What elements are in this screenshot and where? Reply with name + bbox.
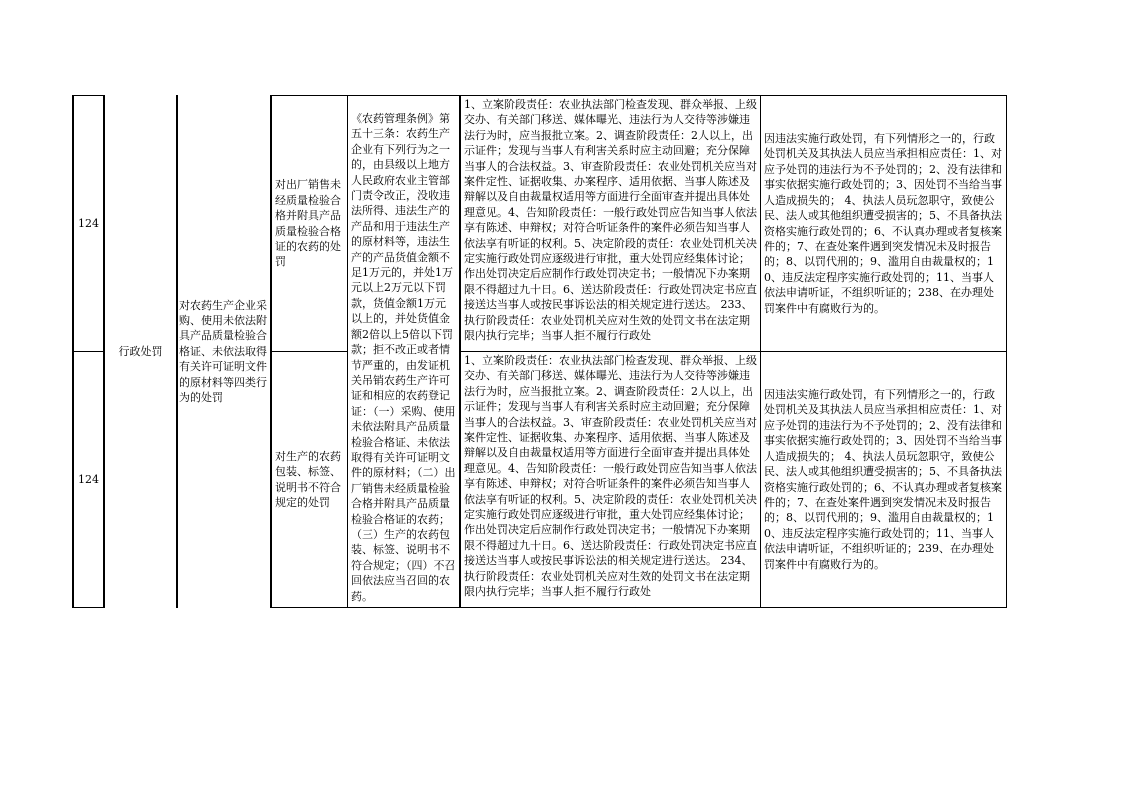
item-name-cell [273,352,346,607]
accountability-text: 因违法实施行政处罚，有下列情形之一的，行政处罚机关及其执法人员应当承担相应责任：1、对应予处罚的违法行为不予处罚的；2、没有法律和事实依据实施行政处罚的；3、因处罚不当给当事人造成损失的； 4、执法人员玩忽职守，致使公民、法人或其他组织遭受损害的；5、不具备执法资格实施行政处罚的；6、不认真办理或者复核案件的；7、在查处案件遇到突发情况未及时报告的；8、以罚代刑的；9、滥用自由裁量权的；10、违反法定程序实施行政处罚的；11、当事人依法申请听证，不组织听证的；239、在办理处罚案件中有腐败行为的。 [764,388,1002,571]
col-border [760,95,761,608]
accountability-cell [762,96,1006,351]
accountability-cell [762,352,1006,607]
parent-item-cell [178,96,270,607]
duties-text: 1、立案阶段责任：农业执法部门检查发现、群众举报、上级交办、有关部门移送、媒体曝光、违法行为人交待等涉嫌违法行为时，应当报批立案。2、调查阶段责任：2人以上，出示证件；发现与当事人有利害关系时应主动回避；充分保障当事人的合法权益。3、审查阶段责任：农业处罚机关应当对案件定性、证据收集、办案程序、适用依据、当事人陈述及辩解以及自由裁量权适用等方面进行全面审查并提出具体处理意见。4、告知阶段责任：一般行政处罚应告知当事人依法享有陈述、申辩权；对符合听证条件的案件必须告知当事人依法享有听证的权利。5、决定阶段的责任：农业处罚机关决定实施行政处罚应逐级进行审批，重大处罚应经集体讨论；作出处罚决定后应制作行政处罚决定书；一般情况下办案期限不得超过九十日。6、送达阶段责任：行政处罚决定书应直接送达当事人或按民事诉讼法的相关规定进行送达。 233、执行阶段责任：农业处罚机关应对生效的处罚文书在法定期限内执行完毕；当事人拒不履行行政处 [464,98,757,343]
parent-item-text: 对农药生产企业采购、使用未依法附具产品质量检验合格证、未依法取得有关许可证明文件的原材料等四类行为的处罚 [179,298,267,405]
item-name: 对出厂销售未经质量检验合格并附具产品质量检验合格证的农药的处罚 [275,178,341,269]
col-border [459,95,461,608]
accountability-text: 因违法实施行政处罚，有下列情形之一的，行政处罚机关及其执法人员应当承担相应责任：1、对应予处罚的违法行为不予处罚的；2、没有法律和事实依据实施行政处罚的；3、因处罚不当给当事人造成损失的； 4、执法人员玩忽职守，致使公民、法人或其他组织遭受损害的；5、不具备执法资格实施行政处罚的；6、不认真办理或者复核案件的；7、在查处案件遇到突发情况未及时报告的；8、以罚代刑的；9、滥用自由裁量权的；10、违反法定程序实施行政处罚的；11、当事人依法申请听证，不组织听证的；238、在办理处罚案件中有腐败行为的。 [764,132,1002,315]
col-border [270,95,272,608]
col-border [1006,95,1007,608]
row-number: 124 [78,472,99,486]
duties-text: 1、立案阶段责任：农业执法部门检查发现、群众举报、上级交办、有关部门移送、媒体曝光、违法行为人交待等涉嫌违法行为时，应当报批立案。2、调查阶段责任：2人以上，出示证件；发现与当事人有利害关系时应主动回避；充分保障当事人的合法权益。3、审查阶段责任：农业处罚机关应当对案件定性、证据收集、办案程序、适用依据、当事人陈述及辩解以及自由裁量权适用等方面进行全面审查并提出具体处理意见。4、告知阶段责任：一般行政处罚应告知当事人依法享有陈述、申辩权；对符合听证条件的案件必须告知当事人依法享有听证的权利。5、决定阶段的责任：农业处罚机关决定实施行政处罚应逐级进行审批，重大处罚应经集体讨论；作出处罚决定后应制作行政处罚决定书；一般情况下办案期限不得超过九十日。6、送达阶段责任：行政处罚决定书应直接送达当事人或按民事诉讼法的相关规定进行送达。 234、执行阶段责任：农业处罚机关应对生效的处罚文书在法定期限内执行完毕；当事人拒不履行行政处 [464,354,757,599]
item-name: 对生产的农药包装、标签、说明书不符合规定的处罚 [275,449,341,509]
row-number: 124 [78,216,99,230]
item-name-cell [273,96,346,351]
category-cell: 行政处罚 [118,344,163,358]
legal-basis-text: 《农药管理条例》第五十三条：农药生产企业有下列行为之一的，由县级以上地方人民政府农业主管部门责令改正，没收违法所得、违法生产的产品和用于违法生产的原材料等，违法生产的产品货值金额不足1万元的，并处1万元以上2万元以下罚款，货值金额1万元以上的，并处货值金额2倍以上5倍以下罚款；拒不改正或者情节严重的，由发证机关吊销农药生产许可证和相应的农药登记证：（一）采购、使用未依法附具产品质量检验合格证、未依法取得有关许可证明文件的原材料；（二）出厂销售未经质量检验合格并附具产品质量检验合格证的农药；（三）生产的农药包装、标签、说明书不符合规定；（四）不召回依法应当召回的农药。 [351,112,456,603]
col-border [347,95,348,608]
table-bottom-border [271,607,1007,608]
table-bottom-border [72,607,103,608]
